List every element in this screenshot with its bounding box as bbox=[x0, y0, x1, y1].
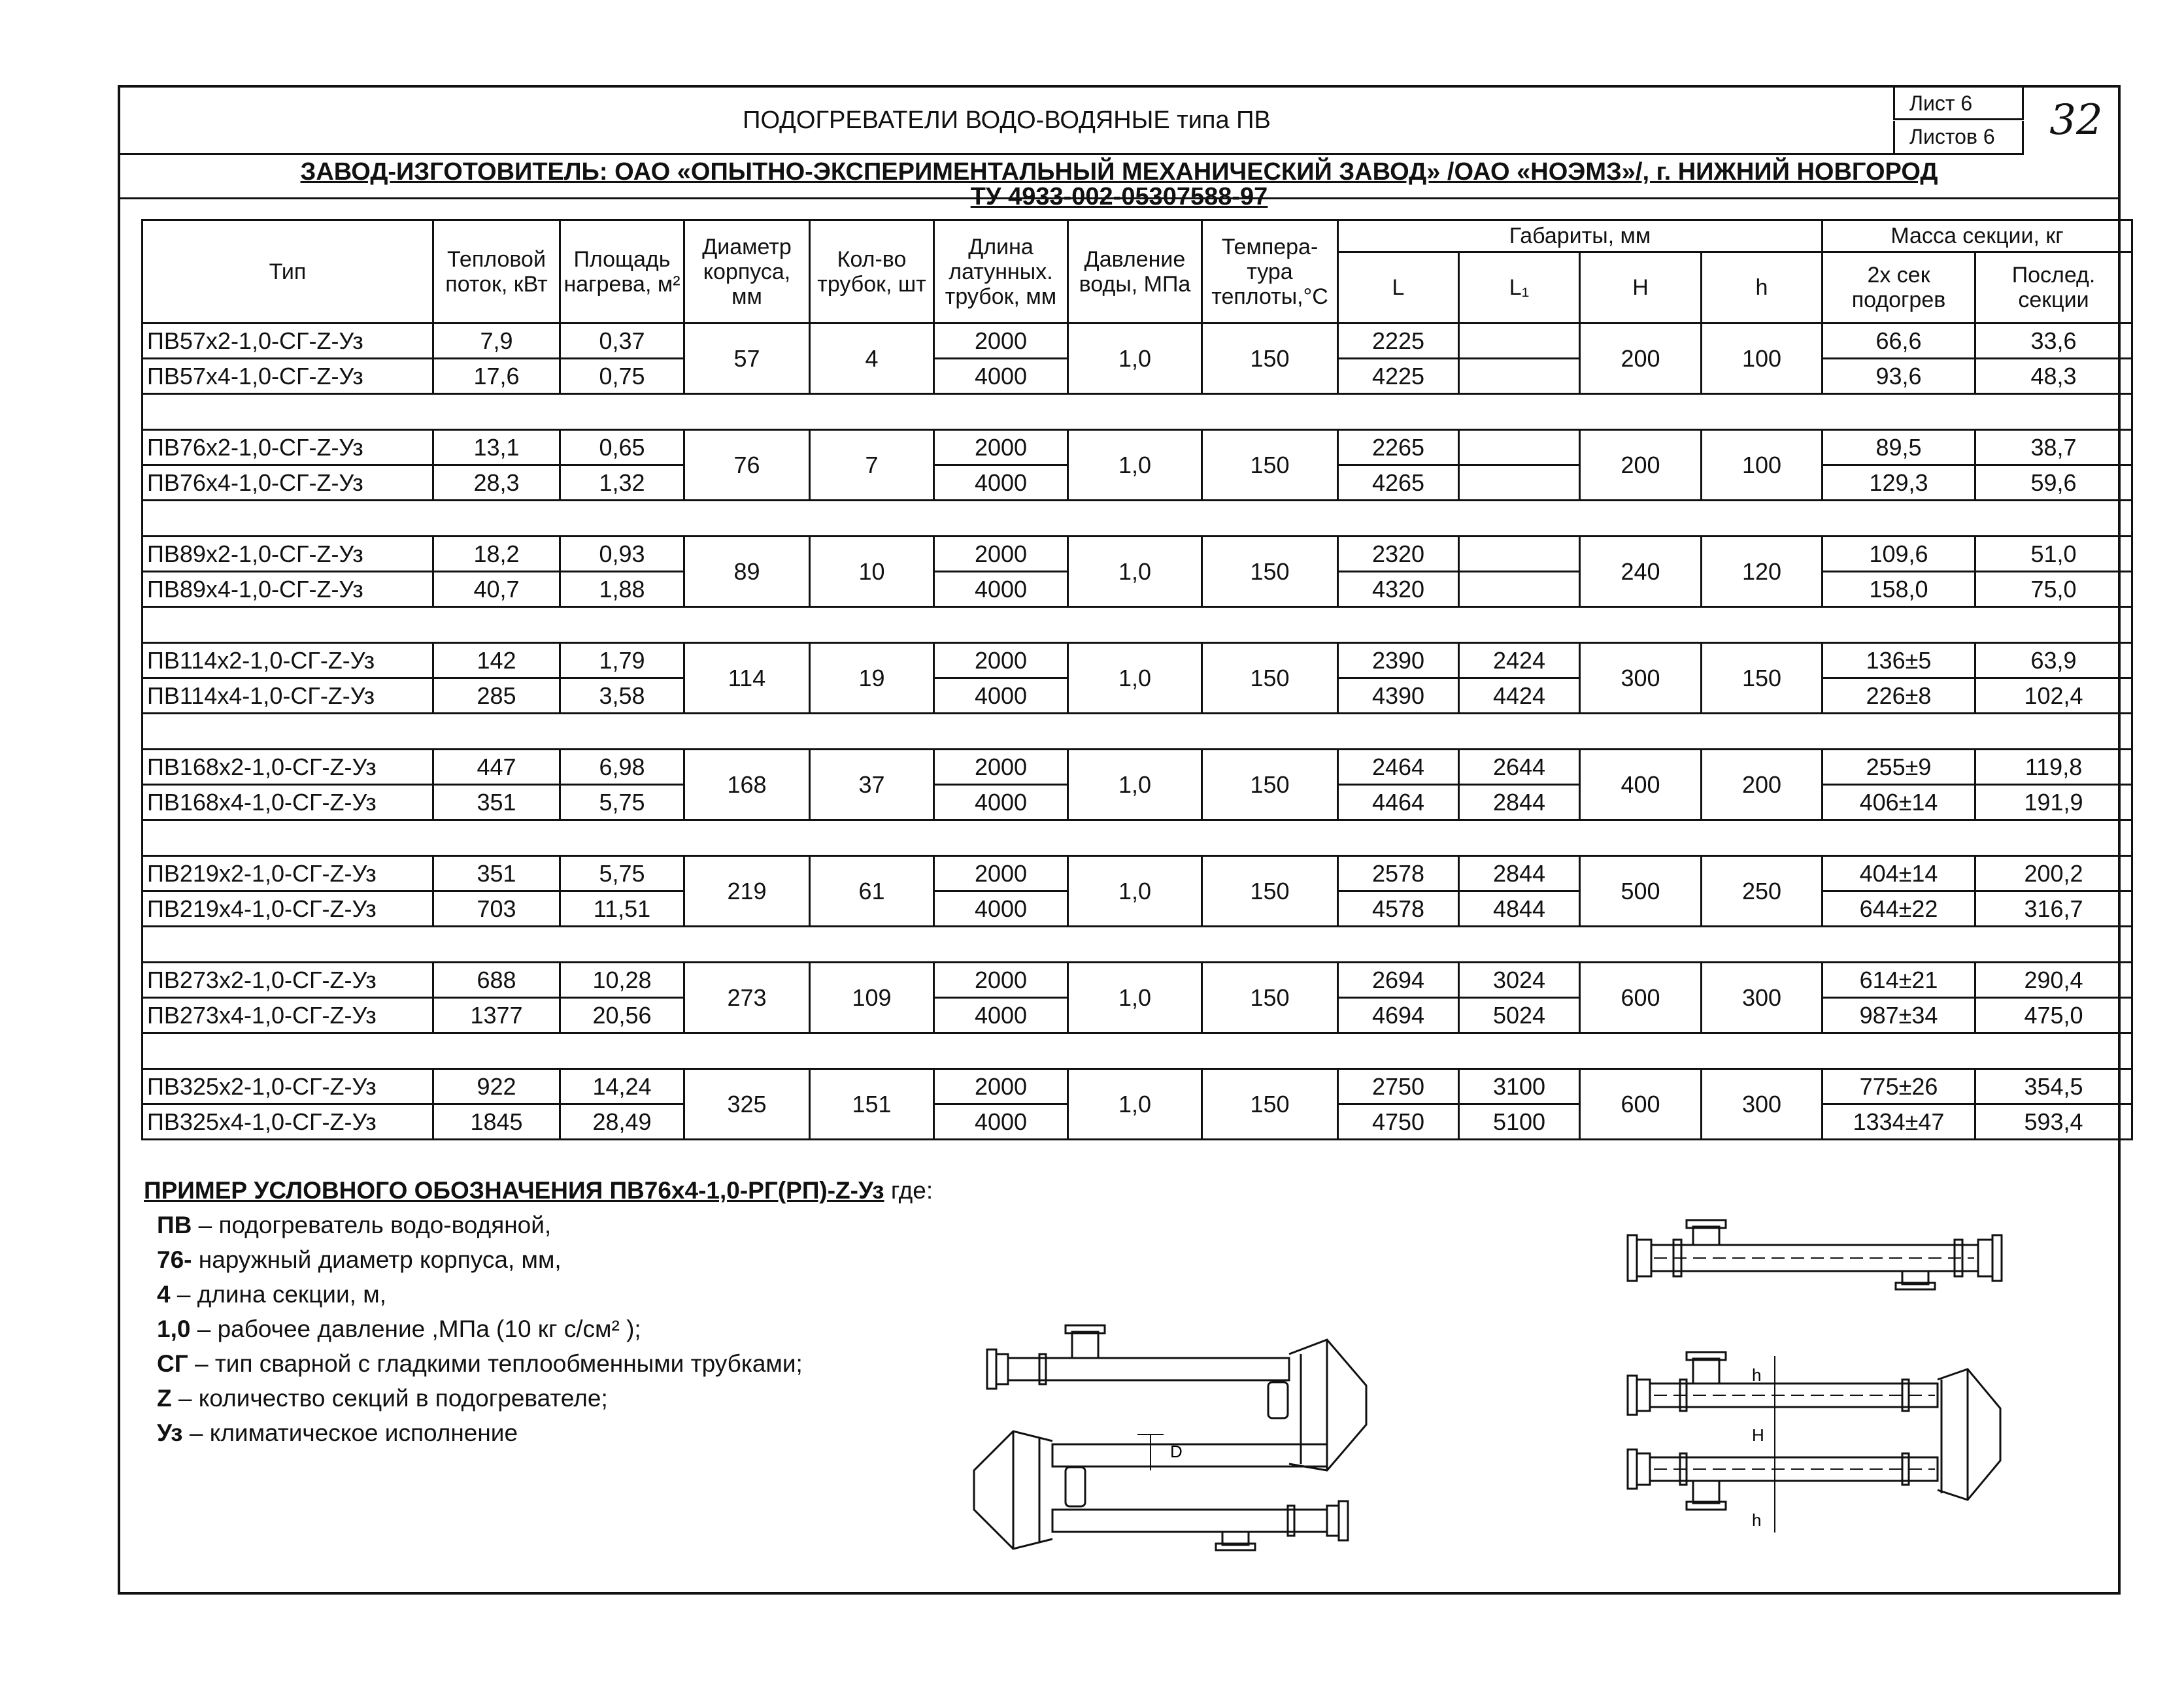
example-key: СГ bbox=[157, 1350, 188, 1377]
cell-diameter: 168 bbox=[684, 750, 810, 820]
cell-area: 1,32 bbox=[560, 465, 684, 501]
cell-h: 100 bbox=[1702, 323, 1823, 394]
cell-length: 2000 bbox=[934, 323, 1068, 359]
col-area: Площадь нагрева, м² bbox=[560, 220, 684, 323]
spacer-cell bbox=[143, 1033, 2132, 1069]
col-diameter: Диаметр корпуса, мм bbox=[684, 220, 810, 323]
col-H: H bbox=[1580, 252, 1702, 323]
cell-heat: 351 bbox=[433, 785, 560, 820]
col-type: Тип bbox=[143, 220, 433, 323]
cell-mass-2sec: 93,6 bbox=[1823, 359, 1975, 394]
cell-area: 3,58 bbox=[560, 678, 684, 714]
cell-tubes: 19 bbox=[810, 643, 934, 714]
cell-L1: 4844 bbox=[1459, 891, 1580, 927]
cell-type: ПВ168х4-1,0-СГ-Z-Уз bbox=[143, 785, 433, 820]
cell-H: 200 bbox=[1580, 323, 1702, 394]
cell-type: ПВ219х2-1,0-СГ-Z-Уз bbox=[143, 856, 433, 891]
cell-mass-2sec: 158,0 bbox=[1823, 572, 1975, 607]
cell-mass-2sec: 136±5 bbox=[1823, 643, 1975, 678]
cell-heat: 447 bbox=[433, 750, 560, 785]
cell-L: 4464 bbox=[1338, 785, 1459, 820]
cell-tubes: 7 bbox=[810, 430, 934, 501]
col-mass-2sec: 2х сек подогрев bbox=[1823, 252, 1975, 323]
cell-mass-2sec: 987±34 bbox=[1823, 998, 1975, 1033]
cell-L: 2320 bbox=[1338, 537, 1459, 572]
cell-mass-next: 354,5 bbox=[1975, 1069, 2132, 1104]
cell-diameter: 273 bbox=[684, 963, 810, 1033]
label-D: D bbox=[1170, 1442, 1183, 1461]
example-line bbox=[144, 1208, 933, 1242]
table-row bbox=[143, 750, 2132, 785]
cell-area: 5,75 bbox=[560, 856, 684, 891]
spacer-row bbox=[143, 1033, 2132, 1069]
cell-L: 2694 bbox=[1338, 963, 1459, 998]
example-text: – количество секций в подогревателе; bbox=[171, 1385, 608, 1412]
cell-h: 300 bbox=[1702, 963, 1823, 1033]
cell-mass-2sec: 1334±47 bbox=[1823, 1104, 1975, 1140]
cell-pressure: 1,0 bbox=[1068, 323, 1202, 394]
cell-L: 2265 bbox=[1338, 430, 1459, 465]
spacer-row bbox=[143, 927, 2132, 963]
cell-area: 0,93 bbox=[560, 537, 684, 572]
cell-area: 5,75 bbox=[560, 785, 684, 820]
cell-length: 2000 bbox=[934, 537, 1068, 572]
cell-area: 0,65 bbox=[560, 430, 684, 465]
cell-mass-next: 75,0 bbox=[1975, 572, 2132, 607]
cell-length: 2000 bbox=[934, 856, 1068, 891]
cell-L: 2750 bbox=[1338, 1069, 1459, 1104]
example-key: 4 bbox=[157, 1281, 171, 1308]
cell-length: 4000 bbox=[934, 891, 1068, 927]
cell-tubes: 109 bbox=[810, 963, 934, 1033]
spacer-cell bbox=[143, 714, 2132, 750]
cell-mass-next: 475,0 bbox=[1975, 998, 2132, 1033]
cell-pressure: 1,0 bbox=[1068, 1069, 1202, 1140]
cell-length: 4000 bbox=[934, 465, 1068, 501]
cell-h: 200 bbox=[1702, 750, 1823, 820]
cell-heat: 285 bbox=[433, 678, 560, 714]
example-line bbox=[144, 1381, 933, 1416]
cell-area: 0,75 bbox=[560, 359, 684, 394]
cell-L: 2464 bbox=[1338, 750, 1459, 785]
cell-type: ПВ219х4-1,0-СГ-Z-Уз bbox=[143, 891, 433, 927]
cell-mass-2sec: 406±14 bbox=[1823, 785, 1975, 820]
table-row bbox=[143, 1069, 2132, 1104]
col-dims: Габариты, мм bbox=[1338, 220, 1823, 252]
example-heading-tail: где: bbox=[884, 1177, 933, 1204]
cell-L: 4578 bbox=[1338, 891, 1459, 927]
cell-H: 200 bbox=[1580, 430, 1702, 501]
cell-diameter: 89 bbox=[684, 537, 810, 607]
cell-temp: 150 bbox=[1202, 856, 1338, 927]
cell-H: 300 bbox=[1580, 643, 1702, 714]
example-text: – длина секции, м, bbox=[170, 1281, 386, 1308]
cell-type: ПВ325х4-1,0-СГ-Z-Уз bbox=[143, 1104, 433, 1140]
cell-temp: 150 bbox=[1202, 430, 1338, 501]
example-key: 1,0 bbox=[157, 1316, 191, 1342]
cell-h: 300 bbox=[1702, 1069, 1823, 1140]
cell-L1 bbox=[1459, 323, 1580, 359]
cell-pressure: 1,0 bbox=[1068, 537, 1202, 607]
cell-L1 bbox=[1459, 430, 1580, 465]
cell-heat: 1845 bbox=[433, 1104, 560, 1140]
cell-H: 400 bbox=[1580, 750, 1702, 820]
cell-diameter: 114 bbox=[684, 643, 810, 714]
example-key: ПВ bbox=[157, 1212, 192, 1238]
heater-table bbox=[141, 219, 2133, 1140]
cell-H: 240 bbox=[1580, 537, 1702, 607]
single-section-drawing bbox=[1615, 1212, 2020, 1297]
cell-diameter: 57 bbox=[684, 323, 810, 394]
col-mass-next: Послед. секции bbox=[1975, 252, 2132, 323]
cell-mass-2sec: 66,6 bbox=[1823, 323, 1975, 359]
multi-section-drawing-h bbox=[1615, 1343, 2020, 1539]
cell-L1: 2644 bbox=[1459, 750, 1580, 785]
cell-heat: 1377 bbox=[433, 998, 560, 1033]
cell-L1: 4424 bbox=[1459, 678, 1580, 714]
cell-mass-next: 316,7 bbox=[1975, 891, 2132, 927]
spacer-cell bbox=[143, 394, 2132, 430]
example-line bbox=[144, 1346, 933, 1381]
cell-L1 bbox=[1459, 359, 1580, 394]
cell-type: ПВ89х2-1,0-СГ-Z-Уз bbox=[143, 537, 433, 572]
cell-area: 1,88 bbox=[560, 572, 684, 607]
example-line bbox=[144, 1416, 933, 1450]
cell-mass-next: 63,9 bbox=[1975, 643, 2132, 678]
cell-area: 20,56 bbox=[560, 998, 684, 1033]
cell-area: 0,37 bbox=[560, 323, 684, 359]
cell-mass-next: 51,0 bbox=[1975, 537, 2132, 572]
cell-L1: 3100 bbox=[1459, 1069, 1580, 1104]
example-line bbox=[144, 1277, 933, 1312]
cell-tubes: 10 bbox=[810, 537, 934, 607]
cell-heat: 142 bbox=[433, 643, 560, 678]
page-number: 32 bbox=[2049, 96, 2103, 144]
cell-tubes: 61 bbox=[810, 856, 934, 927]
cell-pressure: 1,0 bbox=[1068, 750, 1202, 820]
cell-length: 2000 bbox=[934, 430, 1068, 465]
cell-L1 bbox=[1459, 572, 1580, 607]
spacer-row bbox=[143, 820, 2132, 856]
cell-type: ПВ57х4-1,0-СГ-Z-Уз bbox=[143, 359, 433, 394]
example-lines bbox=[144, 1208, 933, 1450]
cell-type: ПВ325х2-1,0-СГ-Z-Уз bbox=[143, 1069, 433, 1104]
multi-section-drawing-d bbox=[961, 1314, 1432, 1562]
cell-H: 600 bbox=[1580, 963, 1702, 1033]
example-heading: ПРИМЕР УСЛОВНОГО ОБОЗНАЧЕНИЯ ПВ76х4-1,0-РГ(РП)-Z-Уз bbox=[144, 1177, 884, 1204]
table-row bbox=[143, 430, 2132, 465]
spacer-cell bbox=[143, 820, 2132, 856]
cell-mass-next: 119,8 bbox=[1975, 750, 2132, 785]
cell-type: ПВ273х4-1,0-СГ-Z-Уз bbox=[143, 998, 433, 1033]
cell-area: 6,98 bbox=[560, 750, 684, 785]
cell-length: 4000 bbox=[934, 678, 1068, 714]
cell-pressure: 1,0 bbox=[1068, 643, 1202, 714]
spec-number: ТУ 4933-002-05307588-97 bbox=[970, 183, 1268, 210]
example-text: – тип сварной с гладкими теплообменными трубками; bbox=[188, 1350, 803, 1377]
cell-L: 4694 bbox=[1338, 998, 1459, 1033]
example-text: – климатическое исполнение bbox=[182, 1419, 518, 1446]
cell-type: ПВ114х4-1,0-СГ-Z-Уз bbox=[143, 678, 433, 714]
example-line bbox=[144, 1312, 933, 1346]
cell-area: 14,24 bbox=[560, 1069, 684, 1104]
table-row bbox=[143, 643, 2132, 678]
cell-L: 4225 bbox=[1338, 359, 1459, 394]
cell-h: 100 bbox=[1702, 430, 1823, 501]
cell-h: 120 bbox=[1702, 537, 1823, 607]
cell-L1: 2424 bbox=[1459, 643, 1580, 678]
cell-temp: 150 bbox=[1202, 963, 1338, 1033]
cell-heat: 17,6 bbox=[433, 359, 560, 394]
col-temp: Темпера-тура теплоты,°С bbox=[1202, 220, 1338, 323]
page-title: ПОДОГРЕВАТЕЛИ ВОДО-ВОДЯНЫЕ типа ПВ bbox=[120, 88, 1893, 155]
example-text: – подогреватель водо-водяной, bbox=[192, 1212, 552, 1238]
example-text: наружный диаметр корпуса, мм, bbox=[192, 1246, 562, 1273]
example-key: 76- bbox=[157, 1246, 192, 1273]
cell-L1: 3024 bbox=[1459, 963, 1580, 998]
cell-H: 500 bbox=[1580, 856, 1702, 927]
cell-length: 2000 bbox=[934, 643, 1068, 678]
table-row bbox=[143, 856, 2132, 891]
cell-L: 4265 bbox=[1338, 465, 1459, 501]
cell-H: 600 bbox=[1580, 1069, 1702, 1140]
col-h: h bbox=[1702, 252, 1823, 323]
cell-area: 28,49 bbox=[560, 1104, 684, 1140]
cell-temp: 150 bbox=[1202, 1069, 1338, 1140]
cell-L1 bbox=[1459, 465, 1580, 501]
table-row bbox=[143, 963, 2132, 998]
cell-heat: 13,1 bbox=[433, 430, 560, 465]
cell-mass-2sec: 404±14 bbox=[1823, 856, 1975, 891]
cell-pressure: 1,0 bbox=[1068, 856, 1202, 927]
cell-area: 11,51 bbox=[560, 891, 684, 927]
cell-mass-2sec: 129,3 bbox=[1823, 465, 1975, 501]
sheet-info bbox=[1893, 88, 2118, 155]
spacer-row bbox=[143, 501, 2132, 537]
cell-type: ПВ57х2-1,0-СГ-Z-Уз bbox=[143, 323, 433, 359]
cell-heat: 28,3 bbox=[433, 465, 560, 501]
cell-heat: 40,7 bbox=[433, 572, 560, 607]
cell-length: 4000 bbox=[934, 359, 1068, 394]
col-mass: Масса секции, кг bbox=[1823, 220, 2132, 252]
spacer-row bbox=[143, 394, 2132, 430]
cell-diameter: 76 bbox=[684, 430, 810, 501]
heater-table-wrap bbox=[141, 219, 2096, 1140]
cell-heat: 688 bbox=[433, 963, 560, 998]
cell-length: 4000 bbox=[934, 785, 1068, 820]
cell-length: 2000 bbox=[934, 1069, 1068, 1104]
cell-h: 250 bbox=[1702, 856, 1823, 927]
cell-mass-next: 593,4 bbox=[1975, 1104, 2132, 1140]
cell-tubes: 151 bbox=[810, 1069, 934, 1140]
cell-type: ПВ89х4-1,0-СГ-Z-Уз bbox=[143, 572, 433, 607]
cell-heat: 703 bbox=[433, 891, 560, 927]
label-H: H bbox=[1752, 1425, 1764, 1445]
cell-temp: 150 bbox=[1202, 643, 1338, 714]
cell-mass-2sec: 89,5 bbox=[1823, 430, 1975, 465]
manufacturer-name: ЗАВОД-ИЗГОТОВИТЕЛЬ: ОАО «ОПЫТНО-ЭКСПЕРИМЕНТАЛЬНЫЙ МЕХАНИЧЕСКИЙ ЗАВОД» /ОАО «НОЭМЗ»/, г. НИЖНИЙ НОВГОРОД bbox=[300, 158, 1938, 186]
example-key: Z bbox=[157, 1385, 172, 1412]
table-row bbox=[143, 323, 2132, 359]
label-h-bottom: h bbox=[1752, 1510, 1762, 1530]
cell-L1: 5024 bbox=[1459, 998, 1580, 1033]
cell-length: 2000 bbox=[934, 963, 1068, 998]
cell-temp: 150 bbox=[1202, 537, 1338, 607]
spacer-cell bbox=[143, 927, 2132, 963]
cell-type: ПВ76х4-1,0-СГ-Z-Уз bbox=[143, 465, 433, 501]
cell-heat: 7,9 bbox=[433, 323, 560, 359]
cell-pressure: 1,0 bbox=[1068, 430, 1202, 501]
table-row bbox=[143, 537, 2132, 572]
cell-mass-next: 102,4 bbox=[1975, 678, 2132, 714]
cell-diameter: 325 bbox=[684, 1069, 810, 1140]
table-body bbox=[143, 323, 2132, 1140]
cell-mass-next: 33,6 bbox=[1975, 323, 2132, 359]
cell-mass-2sec: 775±26 bbox=[1823, 1069, 1975, 1104]
cell-L: 4390 bbox=[1338, 678, 1459, 714]
spacer-cell bbox=[143, 607, 2132, 643]
example-key: Уз bbox=[157, 1419, 183, 1446]
cell-L: 4320 bbox=[1338, 572, 1459, 607]
cell-pressure: 1,0 bbox=[1068, 963, 1202, 1033]
cell-L1: 5100 bbox=[1459, 1104, 1580, 1140]
cell-L1 bbox=[1459, 537, 1580, 572]
designation-example bbox=[144, 1173, 933, 1450]
cell-heat: 351 bbox=[433, 856, 560, 891]
spacer-cell bbox=[143, 501, 2132, 537]
cell-L1: 2844 bbox=[1459, 856, 1580, 891]
col-length: Длина латунных. трубок, мм bbox=[934, 220, 1068, 323]
cell-mass-2sec: 644±22 bbox=[1823, 891, 1975, 927]
cell-area: 10,28 bbox=[560, 963, 684, 998]
cell-L: 2578 bbox=[1338, 856, 1459, 891]
example-text: – рабочее давление ,МПа (10 кг с/см² ); bbox=[190, 1316, 641, 1342]
cell-heat: 922 bbox=[433, 1069, 560, 1104]
cell-mass-2sec: 255±9 bbox=[1823, 750, 1975, 785]
cell-mass-next: 290,4 bbox=[1975, 963, 2132, 998]
cell-mass-next: 48,3 bbox=[1975, 359, 2132, 394]
col-tubes: Кол-во трубок, шт bbox=[810, 220, 934, 323]
cell-length: 4000 bbox=[934, 572, 1068, 607]
cell-mass-next: 59,6 bbox=[1975, 465, 2132, 501]
col-L1: L₁ bbox=[1459, 252, 1580, 323]
cell-temp: 150 bbox=[1202, 750, 1338, 820]
spacer-row bbox=[143, 607, 2132, 643]
example-line bbox=[144, 1242, 933, 1277]
cell-temp: 150 bbox=[1202, 323, 1338, 394]
sheet-label: Лист 6 bbox=[1893, 88, 2024, 120]
cell-type: ПВ76х2-1,0-СГ-Z-Уз bbox=[143, 430, 433, 465]
cell-length: 4000 bbox=[934, 998, 1068, 1033]
label-h-top: h bbox=[1752, 1365, 1762, 1385]
cell-mass-2sec: 614±21 bbox=[1823, 963, 1975, 998]
cell-diameter: 219 bbox=[684, 856, 810, 927]
col-heat: Тепловой поток, кВт bbox=[433, 220, 560, 323]
cell-mass-2sec: 226±8 bbox=[1823, 678, 1975, 714]
cell-L1: 2844 bbox=[1459, 785, 1580, 820]
cell-type: ПВ114х2-1,0-СГ-Z-Уз bbox=[143, 643, 433, 678]
cell-mass-next: 200,2 bbox=[1975, 856, 2132, 891]
col-L: L bbox=[1338, 252, 1459, 323]
cell-L: 4750 bbox=[1338, 1104, 1459, 1140]
cell-tubes: 4 bbox=[810, 323, 934, 394]
cell-tubes: 37 bbox=[810, 750, 934, 820]
cell-L: 2225 bbox=[1338, 323, 1459, 359]
col-pressure: Давление воды, МПа bbox=[1068, 220, 1202, 323]
cell-length: 2000 bbox=[934, 750, 1068, 785]
cell-area: 1,79 bbox=[560, 643, 684, 678]
cell-type: ПВ273х2-1,0-СГ-Z-Уз bbox=[143, 963, 433, 998]
cell-mass-next: 191,9 bbox=[1975, 785, 2132, 820]
cell-heat: 18,2 bbox=[433, 537, 560, 572]
manufacturer-block bbox=[120, 155, 2118, 210]
cell-type: ПВ168х2-1,0-СГ-Z-Уз bbox=[143, 750, 433, 785]
cell-length: 4000 bbox=[934, 1104, 1068, 1140]
cell-mass-next: 38,7 bbox=[1975, 430, 2132, 465]
cell-L: 2390 bbox=[1338, 643, 1459, 678]
cell-h: 150 bbox=[1702, 643, 1823, 714]
spacer-row bbox=[143, 714, 2132, 750]
cell-mass-2sec: 109,6 bbox=[1823, 537, 1975, 572]
sheets-total-label: Листов 6 bbox=[1893, 121, 2024, 155]
